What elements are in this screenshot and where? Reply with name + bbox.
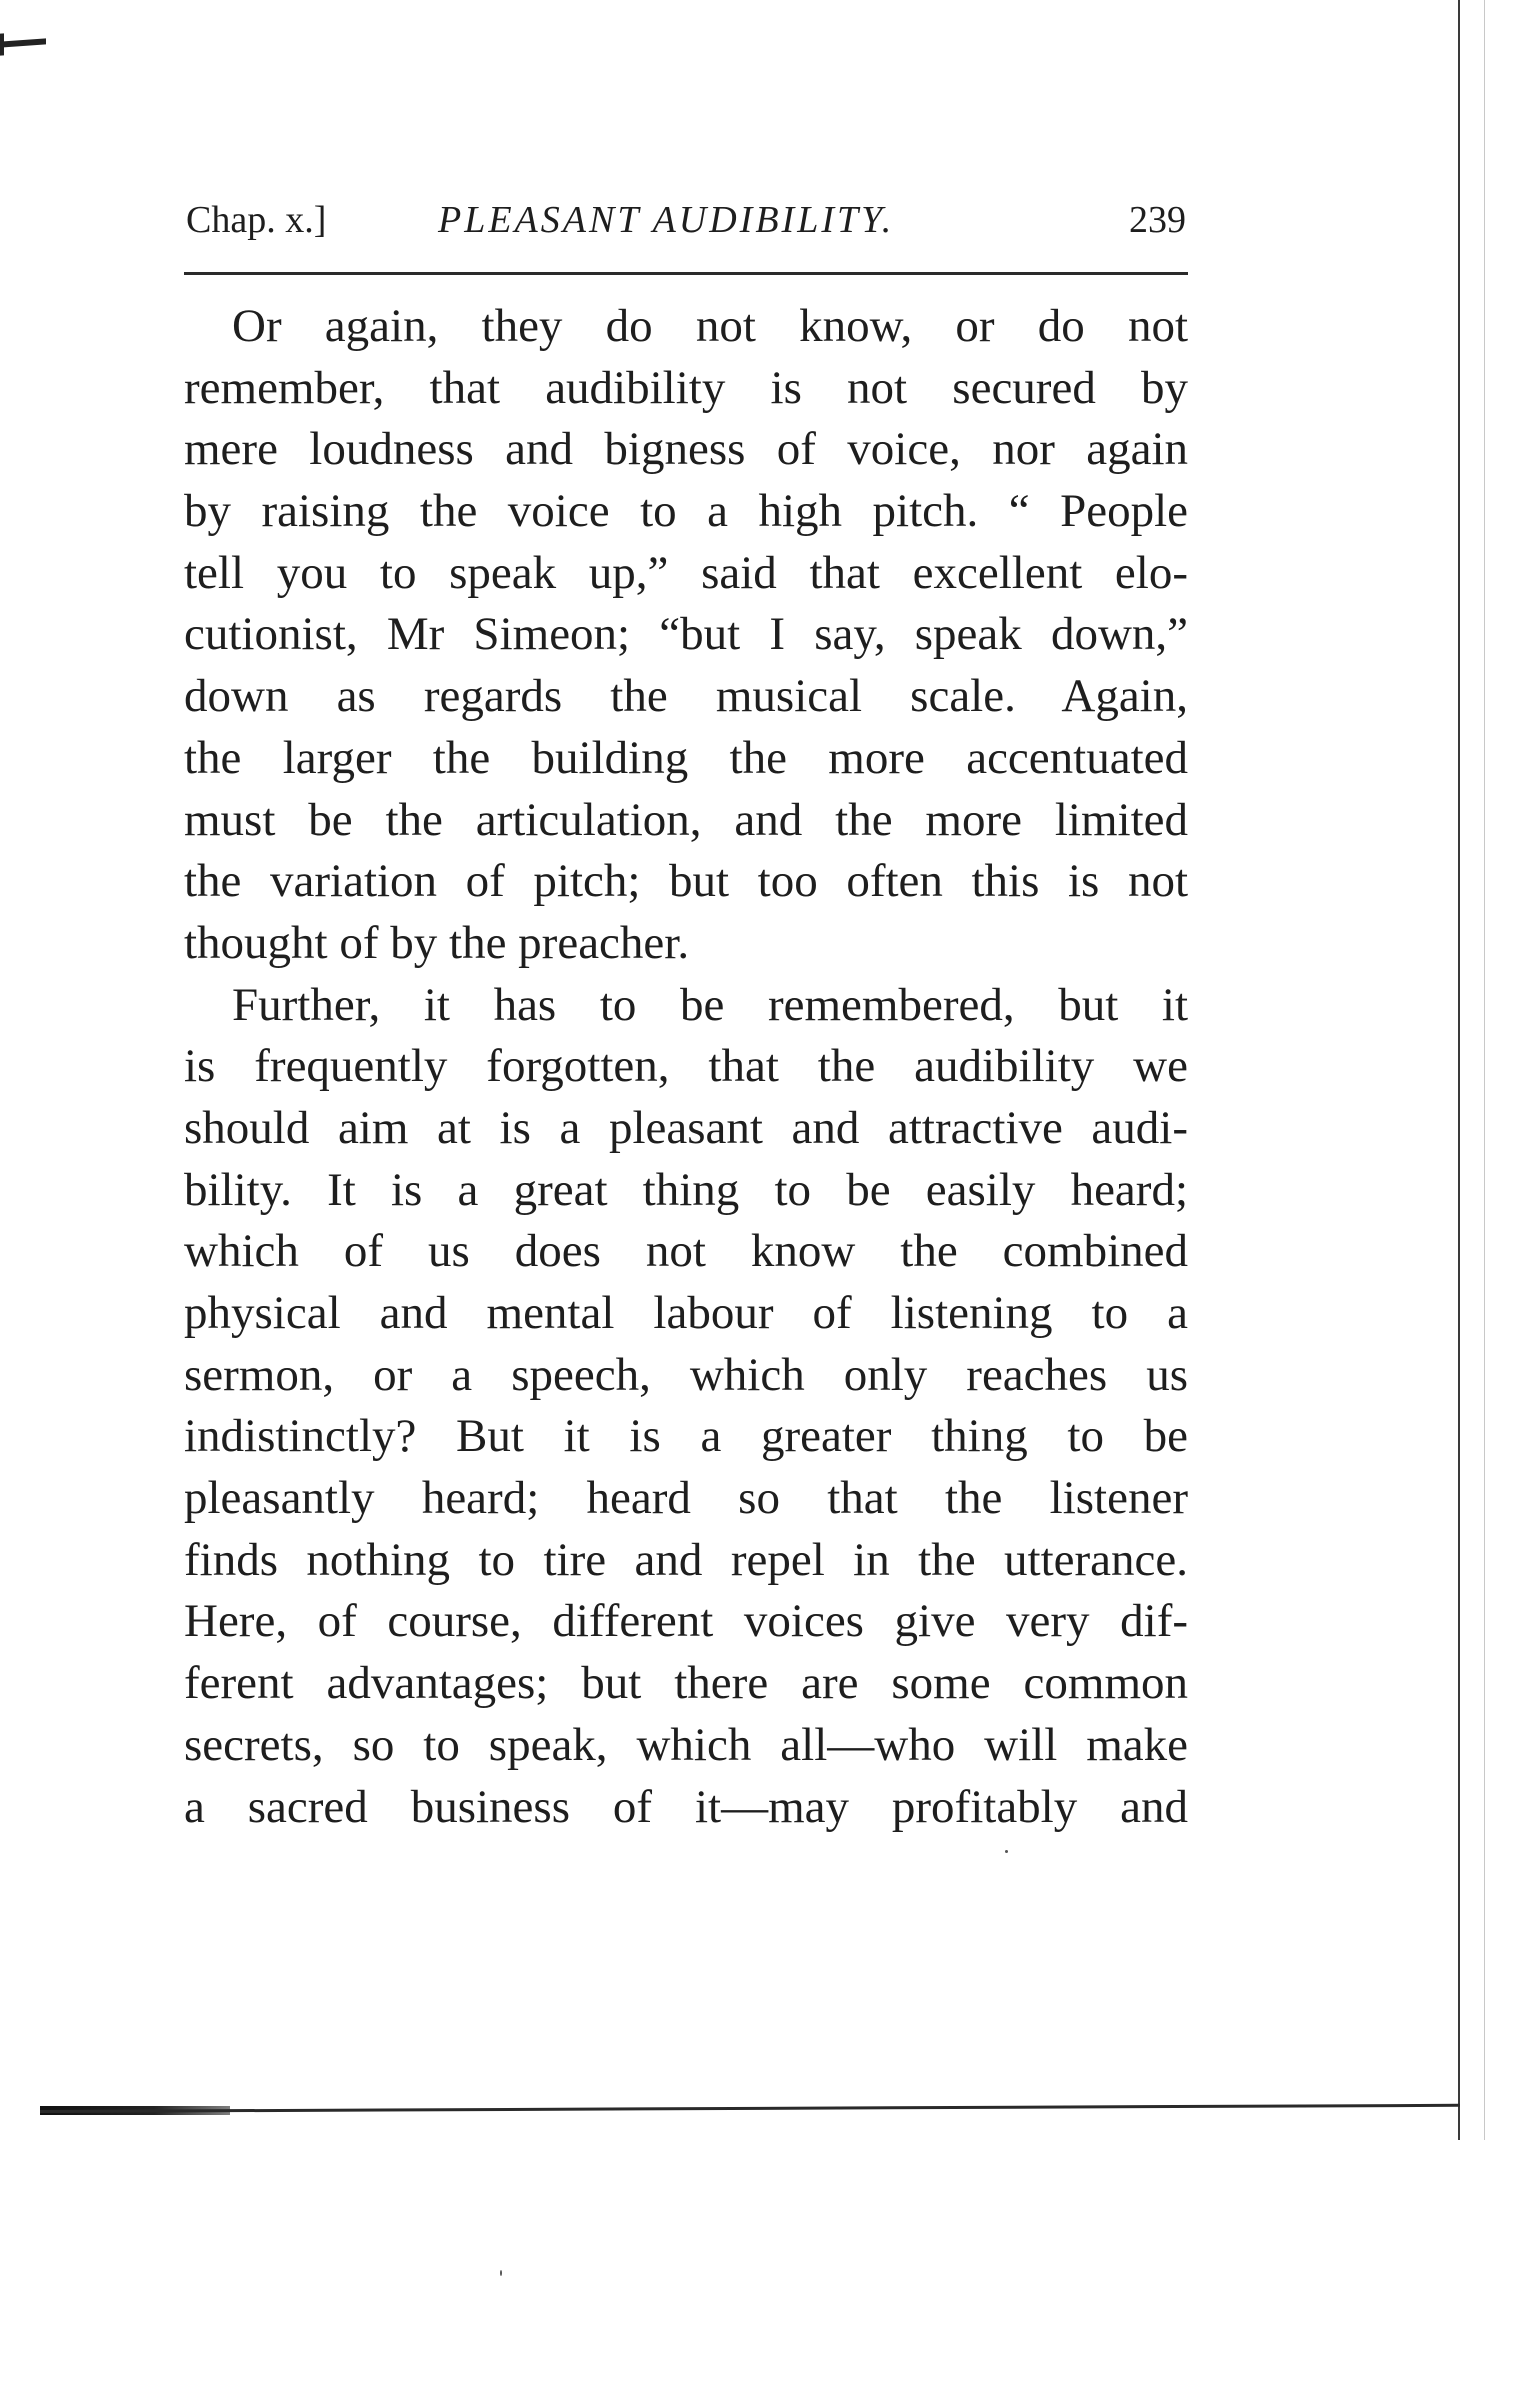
running-title: PLEASANT AUDIBILITY. xyxy=(438,199,895,241)
text-line: Further, it has to be remembered, but it xyxy=(232,978,1188,1031)
text-line: cutionist, Mr Simeon; “but I say, speak down,” xyxy=(184,608,1188,661)
page-right-edge xyxy=(1458,0,1460,2140)
text-line: thought of by the preacher. xyxy=(184,916,690,969)
text-line: ferent advantages; but there are some common xyxy=(184,1657,1188,1710)
text-line: bility. It is a great thing to be easily heard; xyxy=(184,1163,1188,1216)
text-line: by raising the voice to a high pitch. “ People xyxy=(184,485,1188,538)
text-line: pleasantly heard; heard so that the listener xyxy=(184,1472,1188,1525)
text-line: physical and mental labour of listening to a xyxy=(184,1287,1188,1339)
text-line: indistinctly? But it is a greater thing to be xyxy=(184,1410,1188,1463)
page-number: 239 xyxy=(1129,199,1186,241)
text-line: tell you to speak up,” said that excellent elo- xyxy=(184,546,1188,599)
text-line: mere loudness and bigness of voice, nor again xyxy=(184,423,1188,476)
text-line: finds nothing to tire and repel in the utterance. xyxy=(184,1533,1188,1586)
scan-speck xyxy=(1005,1850,1008,1853)
scan-speck xyxy=(500,2270,502,2276)
text-line: sermon, or a speech, which only reaches us xyxy=(184,1348,1188,1401)
text-line: Here, of course, different voices give very dif- xyxy=(184,1595,1188,1648)
page-right-edge-shadow xyxy=(1484,0,1485,2140)
text-line: a sacred business of it—may profitably and xyxy=(184,1780,1188,1833)
text-line: must be the articulation, and the more limited xyxy=(184,793,1188,846)
text-line: down as regards the musical scale. Again, xyxy=(184,670,1188,723)
text-line: remember, that audibility is not secured by xyxy=(184,361,1188,414)
body-text xyxy=(184,296,1188,1838)
text-line: is frequently forgotten, that the audibility we xyxy=(184,1040,1188,1093)
text-line: the variation of pitch; but too often this is not xyxy=(184,855,1188,908)
text-line: Or again, they do not know, or do not xyxy=(232,300,1188,352)
text-line: which of us does not know the combined xyxy=(184,1225,1188,1278)
running-head xyxy=(186,198,1186,254)
text-line: should aim at is a pleasant and attractive audi- xyxy=(184,1101,1188,1154)
text-line: secrets, so to speak, which all—who will make xyxy=(184,1718,1188,1771)
text-line: the larger the building the more accentuated xyxy=(184,731,1188,784)
scan-corner-mark xyxy=(0,38,46,47)
page-bottom-edge xyxy=(40,2104,1460,2113)
chapter-label: Chap. x.] xyxy=(186,199,327,241)
header-rule xyxy=(184,272,1188,275)
